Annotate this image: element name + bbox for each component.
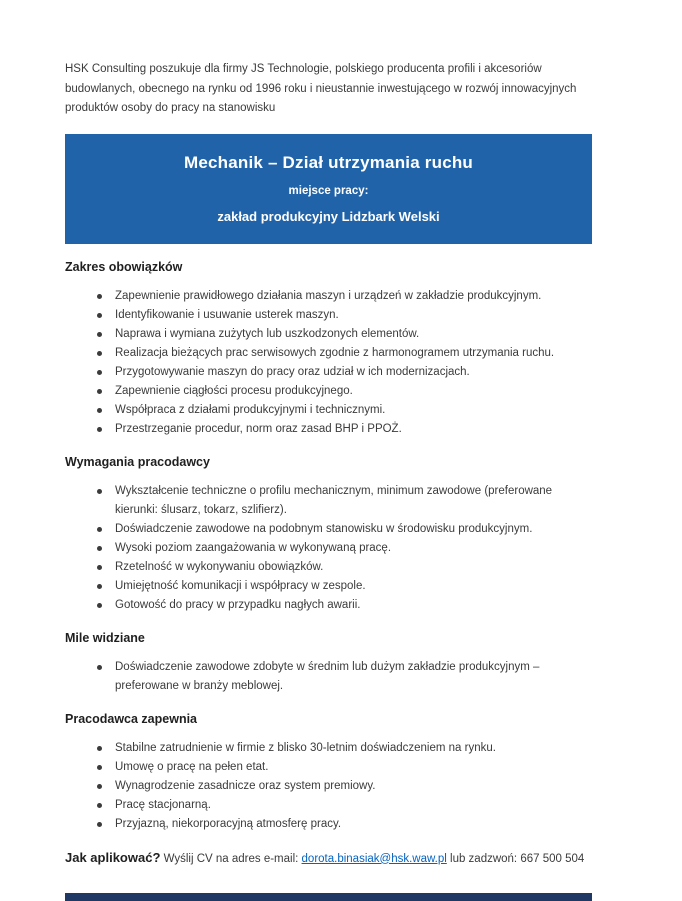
list-item: Pracę stacjonarną. xyxy=(95,796,592,815)
section-requirements xyxy=(65,454,592,615)
section-heading-nice-to-have: Mile widziane xyxy=(65,630,145,645)
list-item: Zapewnienie prawidłowego działania maszyn i urządzeń w zakładzie produkcyjnym. xyxy=(95,287,592,306)
list-item: Doświadczenie zawodowe na podobnym stanowisku w środowisku produkcyjnym. xyxy=(95,520,592,539)
apply-line xyxy=(65,848,592,869)
list-item: Wysoki poziom zaangażowania w wykonywaną pracę. xyxy=(95,539,592,558)
list-item: Naprawa i wymiana zużytych lub uszkodzonych elementów. xyxy=(95,325,592,344)
list-item: Wykształcenie techniczne o profilu mechanicznym, minimum zawodowe (preferowane kierunki: ślusarz, tokarz, szlifierz). xyxy=(95,482,592,520)
list-item: Wynagrodzenie zasadnicze oraz system premiowy. xyxy=(95,777,592,796)
intro-paragraph: HSK Consulting poszukuje dla firmy JS Technologie, polskiego producenta profili i akcesoriów budowlanych, obecnego na rynku od 1996 roku i nieustannie inwestującego w rozwój innowacyjnych produktów osoby do pracy na stanowisku xyxy=(65,63,577,114)
job-title: Mechanik – Dział utrzymania ruchu xyxy=(183,153,474,172)
title-banner xyxy=(65,134,592,244)
workplace-label: miejsce pracy: xyxy=(288,185,369,197)
list-item: Identyfikowanie i usuwanie usterek maszyn. xyxy=(95,306,592,325)
list-item: Stabilne zatrudnienie w firmie z blisko 30-letnim doświadczeniem na rynku. xyxy=(95,739,592,758)
email-link[interactable]: dorota.binasiak@hsk.waw.pl xyxy=(301,852,447,865)
apply-instruction-text: Wyślij CV na adres e-mail: xyxy=(160,852,302,865)
duties-list xyxy=(95,287,592,439)
list-item: Doświadczenie zawodowe zdobyte w średnim lub dużym zakładzie produkcyjnym – preferowane w branży meblowej. xyxy=(95,658,592,696)
list-item: Przestrzeganie procedur, norm oraz zasad BHP i PPOŻ. xyxy=(95,420,592,439)
list-item: Zapewnienie ciągłości procesu produkcyjnego. xyxy=(95,382,592,401)
section-employer-offers xyxy=(65,711,592,834)
list-item: Rzetelność w wykonywaniu obowiązków. xyxy=(95,558,592,577)
list-item: Przygotowywanie maszyn do pracy oraz udział w ich modernizacjach. xyxy=(95,363,592,382)
workplace-location: zakład produkcyjny Lidzbark Welski xyxy=(217,209,440,224)
bottom-decorative-bar xyxy=(65,893,592,901)
list-item: Przyjazną, niekorporacyjną atmosferę pracy. xyxy=(95,815,592,834)
section-heading-employer-offers: Pracodawca zapewnia xyxy=(65,711,198,726)
list-item: Realizacja bieżących prac serwisowych zgodnie z harmonogramem utrzymania ruchu. xyxy=(95,344,592,363)
list-item: Współpraca z działami produkcyjnymi i technicznymi. xyxy=(95,401,592,420)
apply-question-label: Jak aplikować? xyxy=(65,849,161,865)
employer-offers-list xyxy=(95,739,592,834)
section-nice-to-have xyxy=(65,630,592,696)
list-item: Gotowość do pracy w przypadku nagłych awarii. xyxy=(95,596,592,615)
apply-phone-text: lub zadzwoń: 667 500 504 xyxy=(446,852,585,865)
section-duties xyxy=(65,259,592,439)
section-heading-duties: Zakres obowiązków xyxy=(65,259,183,274)
section-heading-requirements: Wymagania pracodawcy xyxy=(65,454,210,469)
list-item: Umiejętność komunikacji i współpracy w zespole. xyxy=(95,577,592,596)
list-item: Umowę o pracę na pełen etat. xyxy=(95,758,592,777)
requirements-list xyxy=(95,482,592,615)
nice-to-have-list xyxy=(95,658,592,696)
